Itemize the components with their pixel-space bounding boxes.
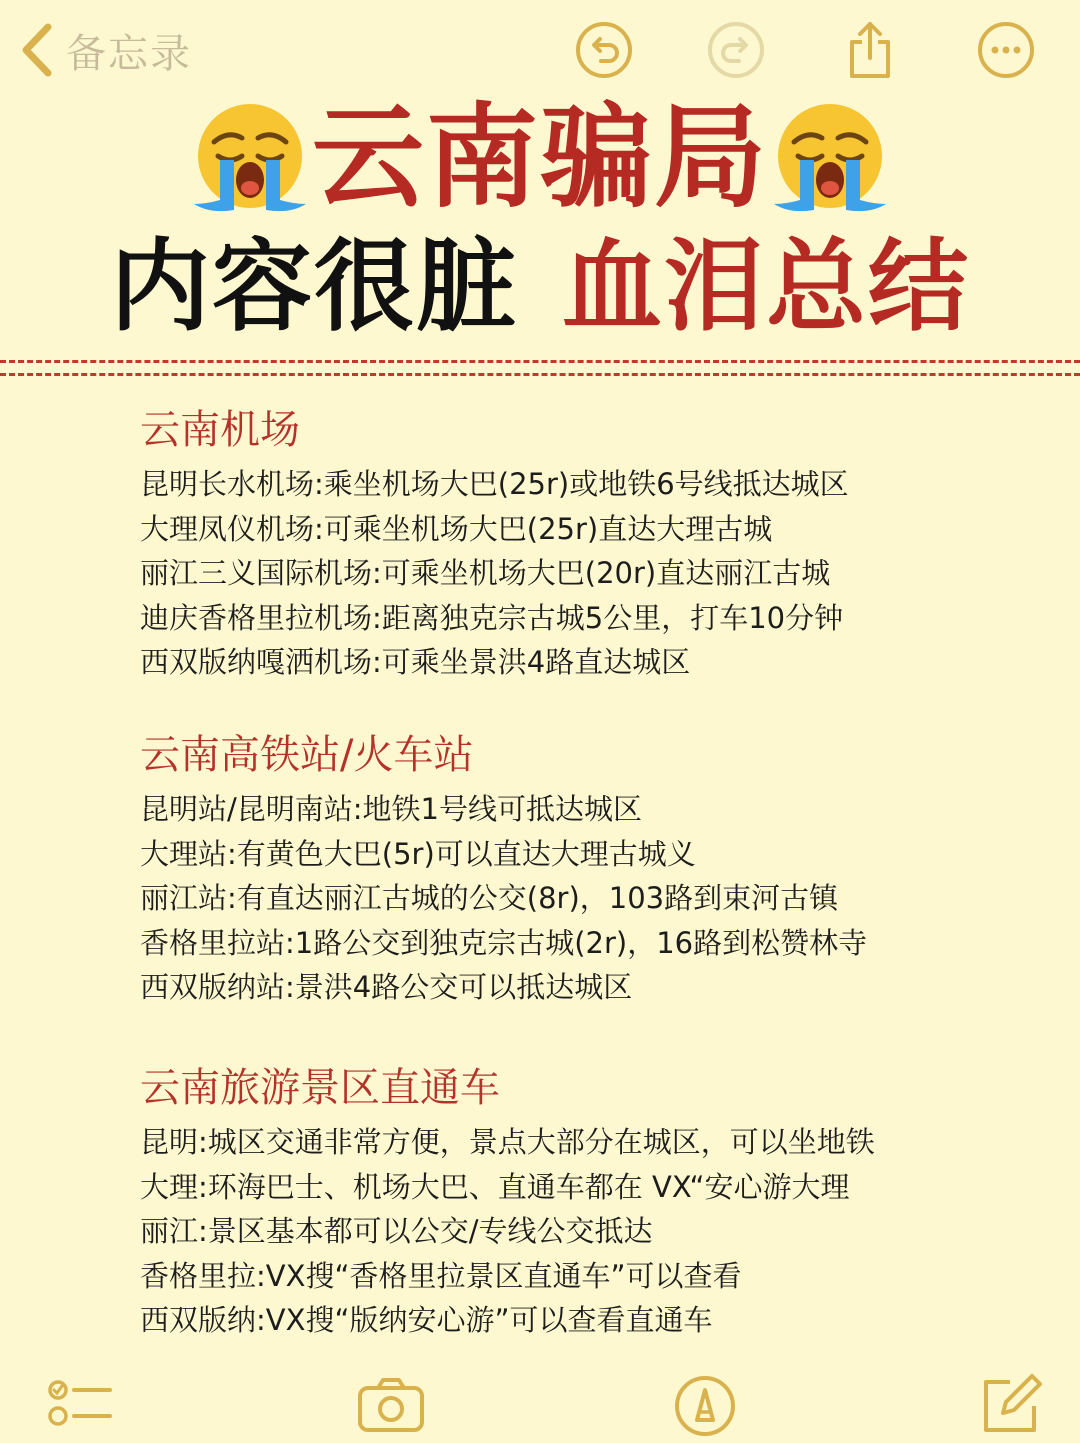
bottom-toolbar: [0, 1370, 1080, 1443]
list-item: 昆明长水机场:乘坐机场大巴(25r)或地铁6号线抵达城区: [140, 467, 849, 501]
markup-button[interactable]: [670, 1370, 740, 1440]
list-item: 西双版纳嘎洒机场:可乘坐景洪4路直达城区: [140, 645, 691, 679]
list-item: 大理凤仪机场:可乘坐机场大巴(25r)直达大理古城: [140, 511, 773, 546]
list-item: 昆明:城区交通非常方便，景点大部分在城区，可以坐地铁: [140, 1125, 875, 1159]
more-icon: [976, 20, 1036, 80]
list-item: 香格里拉:VX搜“香格里拉景区直通车”可以查看: [140, 1258, 742, 1293]
section-heading: 云南旅游景区直通车: [140, 1065, 500, 1111]
compose-button[interactable]: [976, 1370, 1046, 1440]
redo-button[interactable]: [706, 20, 766, 80]
crying-face-emoji-icon: [190, 98, 310, 218]
title-row: [0, 88, 1080, 228]
back-label: 备忘录: [66, 30, 192, 77]
subtitle-black: 内容很脏: [110, 228, 518, 345]
subtitle-row: [0, 228, 1080, 345]
redo-icon: [706, 20, 766, 80]
share-icon: [840, 20, 900, 80]
section-scenic-shuttles: [140, 1060, 1020, 1343]
list-item: 西双版纳:VX搜“版纳安心游”可以查看直通车: [140, 1303, 713, 1337]
section-airports: [140, 402, 1020, 685]
list-item: 香格里拉站:1路公交到独克宗古城(2r)，16路到松赞林寺: [140, 925, 868, 960]
camera-button[interactable]: [356, 1370, 426, 1440]
checklist-button[interactable]: [44, 1370, 114, 1440]
back-button[interactable]: [16, 20, 192, 80]
list-item: 丽江站:有直达丽江古城的公交(8r)，103路到束河古镇: [140, 881, 839, 915]
undo-icon: [574, 20, 634, 80]
checklist-icon: [44, 1370, 114, 1440]
crying-face-emoji-icon: [770, 98, 890, 218]
divider-top: [0, 360, 1080, 363]
divider-bottom: [0, 373, 1080, 376]
list-item: 丽江:景区基本都可以公交/专线公交抵达: [140, 1214, 653, 1248]
subtitle-red: 血泪总结: [562, 228, 970, 345]
chevron-left-icon: [16, 21, 56, 79]
more-button[interactable]: [976, 20, 1036, 80]
section-heading: 云南机场: [140, 407, 300, 453]
compose-icon: [976, 1370, 1046, 1440]
list-item: 丽江三义国际机场:可乘坐机场大巴(20r)直达丽江古城: [140, 556, 831, 590]
undo-button[interactable]: [574, 20, 634, 80]
list-item: 迪庆香格里拉机场:距离独克宗古城5公里，打车10分钟: [140, 600, 844, 635]
markup-pen-icon: [670, 1370, 740, 1440]
list-item: 大理站:有黄色大巴(5r)可以直达大理古城义: [140, 836, 696, 871]
camera-icon: [356, 1370, 426, 1440]
list-item: 昆明站/昆明南站:地铁1号线可抵达城区: [140, 792, 642, 826]
top-toolbar: [0, 0, 1080, 100]
list-item: 西双版纳站:景洪4路公交可以抵达城区: [140, 970, 633, 1004]
list-item: 大理:环海巴士、机场大巴、直通车都在 VX“安心游大理: [140, 1169, 850, 1204]
share-button[interactable]: [840, 20, 900, 80]
section-heading: 云南高铁站/火车站: [140, 732, 474, 778]
section-train-stations: [140, 727, 1020, 1010]
page-title: 云南骗局: [312, 93, 768, 223]
